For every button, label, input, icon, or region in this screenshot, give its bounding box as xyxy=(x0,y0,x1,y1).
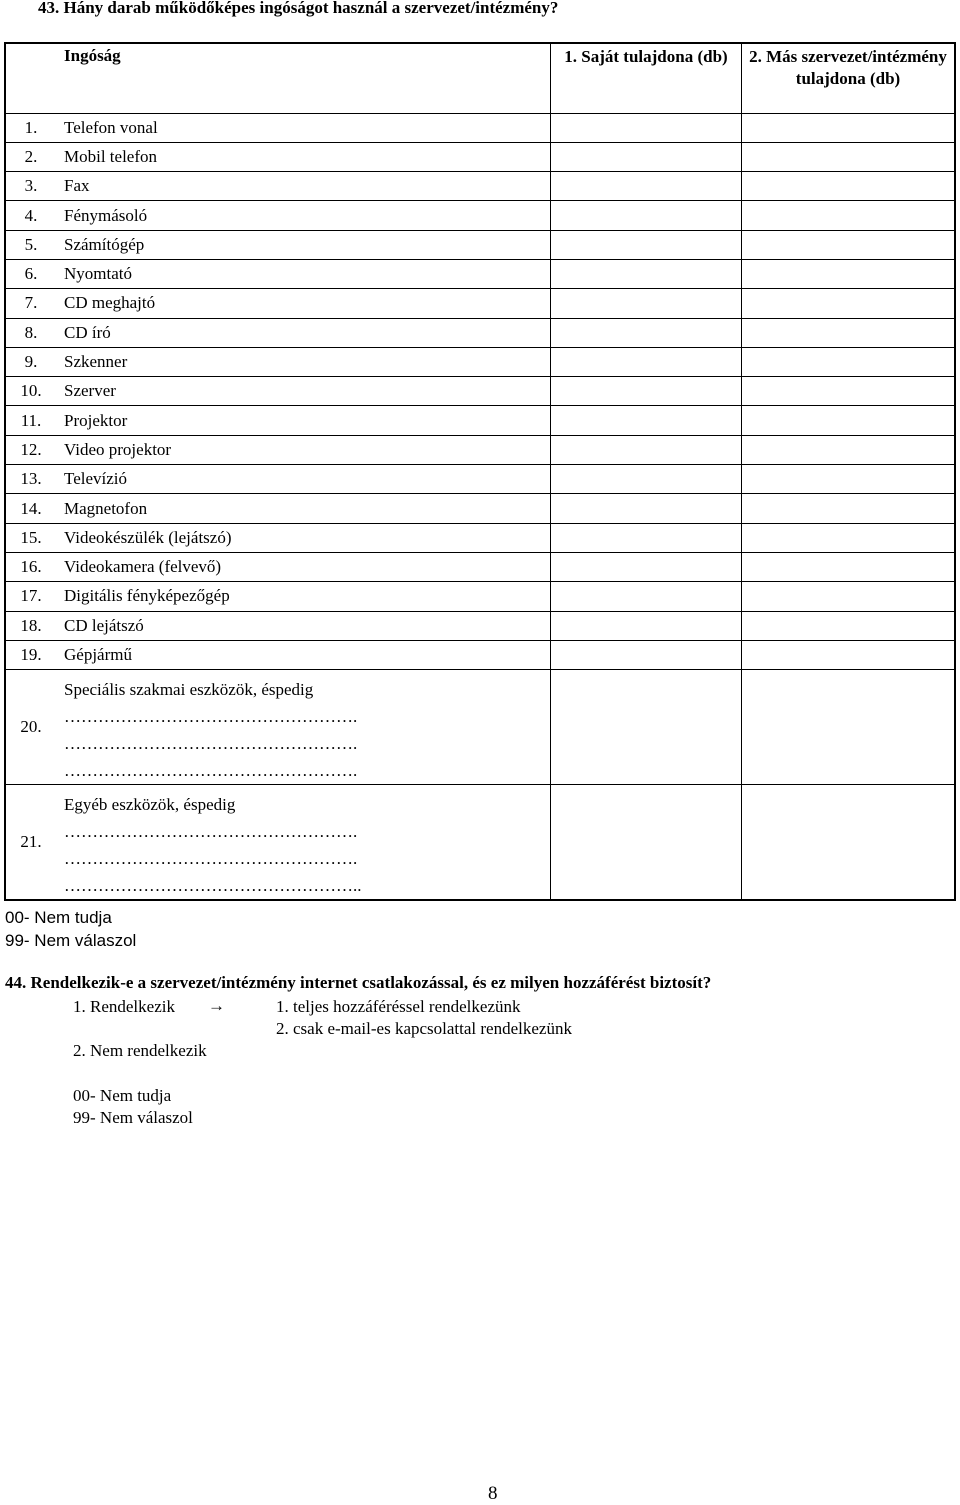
table-row xyxy=(5,259,955,288)
special-line: ……………………………………………. xyxy=(64,734,358,754)
other-count-cell[interactable] xyxy=(742,377,956,406)
code-no-answer: 99- Nem válaszol xyxy=(73,1108,193,1127)
own-count-cell[interactable] xyxy=(551,552,742,581)
other-count-cell[interactable] xyxy=(742,435,956,464)
row-item-name: Nyomtató xyxy=(56,259,551,288)
table-row xyxy=(5,523,955,552)
row-item-name: Videokamera (felvevő) xyxy=(56,552,551,581)
own-count-cell[interactable] xyxy=(551,785,742,901)
inventory-table xyxy=(4,42,956,901)
own-count-cell[interactable] xyxy=(551,640,742,669)
table-row xyxy=(5,113,955,142)
row-item-name: Televízió xyxy=(56,465,551,494)
other-count-cell[interactable] xyxy=(742,259,956,288)
row-number: 7. xyxy=(5,289,56,318)
row-item-name: Mobil telefon xyxy=(56,142,551,171)
other-count-cell[interactable] xyxy=(742,289,956,318)
special-line: ……………………………………………. xyxy=(64,761,358,781)
own-count-cell[interactable] xyxy=(551,113,742,142)
table-row xyxy=(5,230,955,259)
other-count-cell[interactable] xyxy=(742,465,956,494)
row-item-name: Video projektor xyxy=(56,435,551,464)
row-item-name: Gépjármű xyxy=(56,640,551,669)
row-item-name: Magnetofon xyxy=(56,494,551,523)
row-number: 19. xyxy=(5,640,56,669)
page-number: 8 xyxy=(488,1483,498,1504)
row-item-name: Szerver xyxy=(56,377,551,406)
row-item-special xyxy=(56,670,551,785)
row-item-name: CD lejátszó xyxy=(56,611,551,640)
row-item-name: Telefon vonal xyxy=(56,113,551,142)
row-number: 5. xyxy=(5,230,56,259)
row-number: 10. xyxy=(5,377,56,406)
header-item: Ingóság xyxy=(56,43,551,113)
own-count-cell[interactable] xyxy=(551,465,742,494)
row-item-name: Fénymásoló xyxy=(56,201,551,230)
row-number: 12. xyxy=(5,435,56,464)
own-count-cell[interactable] xyxy=(551,347,742,376)
other-count-cell[interactable] xyxy=(742,611,956,640)
q44-codes xyxy=(73,1085,193,1129)
other-count-cell[interactable] xyxy=(742,523,956,552)
row-item-name: Projektor xyxy=(56,406,551,435)
table-row xyxy=(5,289,955,318)
header-number-cell xyxy=(5,43,56,113)
other-count-cell[interactable] xyxy=(742,172,956,201)
row-item-name: Számítógép xyxy=(56,230,551,259)
other-count-cell[interactable] xyxy=(742,347,956,376)
arrow-right-icon: → xyxy=(208,996,225,1015)
own-count-cell[interactable] xyxy=(551,435,742,464)
special-label: Speciális szakmai eszközök, éspedig xyxy=(64,680,314,700)
own-count-cell[interactable] xyxy=(551,377,742,406)
own-count-cell[interactable] xyxy=(551,201,742,230)
own-count-cell[interactable] xyxy=(551,289,742,318)
table-row xyxy=(5,406,955,435)
row-number: 11. xyxy=(5,406,56,435)
row-number: 13. xyxy=(5,465,56,494)
other-count-cell[interactable] xyxy=(742,230,956,259)
row-number: 1. xyxy=(5,113,56,142)
own-count-cell[interactable] xyxy=(551,406,742,435)
suboption-full-access[interactable]: 1. teljes hozzáféréssel rendelkezünk xyxy=(276,997,521,1016)
own-count-cell[interactable] xyxy=(551,494,742,523)
own-count-cell[interactable] xyxy=(551,230,742,259)
other-count-cell[interactable] xyxy=(742,670,956,785)
table-row xyxy=(5,582,955,611)
table-row xyxy=(5,172,955,201)
table-row xyxy=(5,465,955,494)
row-number: 2. xyxy=(5,142,56,171)
row-number: 9. xyxy=(5,347,56,376)
other-count-cell[interactable] xyxy=(742,494,956,523)
row-number: 3. xyxy=(5,172,56,201)
own-count-cell[interactable] xyxy=(551,318,742,347)
option-no-internet[interactable]: 2. Nem rendelkezik xyxy=(73,1041,207,1060)
row-item-name: CD meghajtó xyxy=(56,289,551,318)
table-row xyxy=(5,201,955,230)
option-has-internet[interactable]: 1. Rendelkezik xyxy=(73,997,175,1016)
row-item-name: Videokészülék (lejátszó) xyxy=(56,523,551,552)
code-no-answer: 99- Nem válaszol xyxy=(5,931,137,950)
row-number: 8. xyxy=(5,318,56,347)
other-line: ……………………………………………. xyxy=(64,849,358,869)
table-row-other xyxy=(5,785,955,901)
question-44-title: 44. Rendelkezik-e a szervezet/intézmény internet csatlakozással, és ez milyen hozzáférést biztosít? xyxy=(5,973,712,992)
row-number: 17. xyxy=(5,582,56,611)
other-count-cell[interactable] xyxy=(742,552,956,581)
table-row-special xyxy=(5,670,955,785)
row-number: 6. xyxy=(5,259,56,288)
row-number: 4. xyxy=(5,201,56,230)
code-dont-know: 00- Nem tudja xyxy=(73,1086,172,1105)
other-count-cell[interactable] xyxy=(742,318,956,347)
table-row xyxy=(5,347,955,376)
q43-codes xyxy=(5,906,136,952)
table-row xyxy=(5,611,955,640)
other-count-cell[interactable] xyxy=(742,201,956,230)
other-count-cell[interactable] xyxy=(742,582,956,611)
code-dont-know: 00- Nem tudja xyxy=(5,908,112,927)
table-row xyxy=(5,640,955,669)
other-count-cell[interactable] xyxy=(742,406,956,435)
own-count-cell[interactable] xyxy=(551,523,742,552)
own-count-cell[interactable] xyxy=(551,582,742,611)
table-row xyxy=(5,318,955,347)
other-count-cell[interactable] xyxy=(742,113,956,142)
row-number: 15. xyxy=(5,523,56,552)
table-row xyxy=(5,552,955,581)
table-row xyxy=(5,142,955,171)
row-item-name: CD író xyxy=(56,318,551,347)
other-label: Egyéb eszközök, éspedig xyxy=(64,795,236,815)
other-count-cell[interactable] xyxy=(742,640,956,669)
row-number: 14. xyxy=(5,494,56,523)
other-count-cell[interactable] xyxy=(742,785,956,901)
table-row xyxy=(5,435,955,464)
own-count-cell[interactable] xyxy=(551,142,742,171)
row-number: 21. xyxy=(5,785,56,901)
table-row xyxy=(5,494,955,523)
row-item-name: Fax xyxy=(56,172,551,201)
header-other: 2. Más szervezet/intézmény tulajdona (db) xyxy=(742,43,956,113)
other-line: ……………………………………………. xyxy=(64,822,358,842)
other-count-cell[interactable] xyxy=(742,142,956,171)
row-number: 16. xyxy=(5,552,56,581)
question-43-title: 43. Hány darab működőképes ingóságot használ a szervezet/intézmény? xyxy=(38,0,559,17)
suboption-email-only[interactable]: 2. csak e-mail-es kapcsolattal rendelkezünk xyxy=(276,1019,572,1038)
row-item-name: Digitális fényképezőgép xyxy=(56,582,551,611)
own-count-cell[interactable] xyxy=(551,670,742,785)
special-line: ……………………………………………. xyxy=(64,707,358,727)
row-item-name: Szkenner xyxy=(56,347,551,376)
other-line: …………………………………………….. xyxy=(64,876,362,896)
row-number: 18. xyxy=(5,611,56,640)
own-count-cell[interactable] xyxy=(551,172,742,201)
row-number: 20. xyxy=(5,670,56,785)
table-header-row xyxy=(5,43,955,113)
table-row xyxy=(5,377,955,406)
row-item-other xyxy=(56,785,551,901)
own-count-cell[interactable] xyxy=(551,259,742,288)
header-own: 1. Saját tulajdona (db) xyxy=(551,43,742,113)
own-count-cell[interactable] xyxy=(551,611,742,640)
